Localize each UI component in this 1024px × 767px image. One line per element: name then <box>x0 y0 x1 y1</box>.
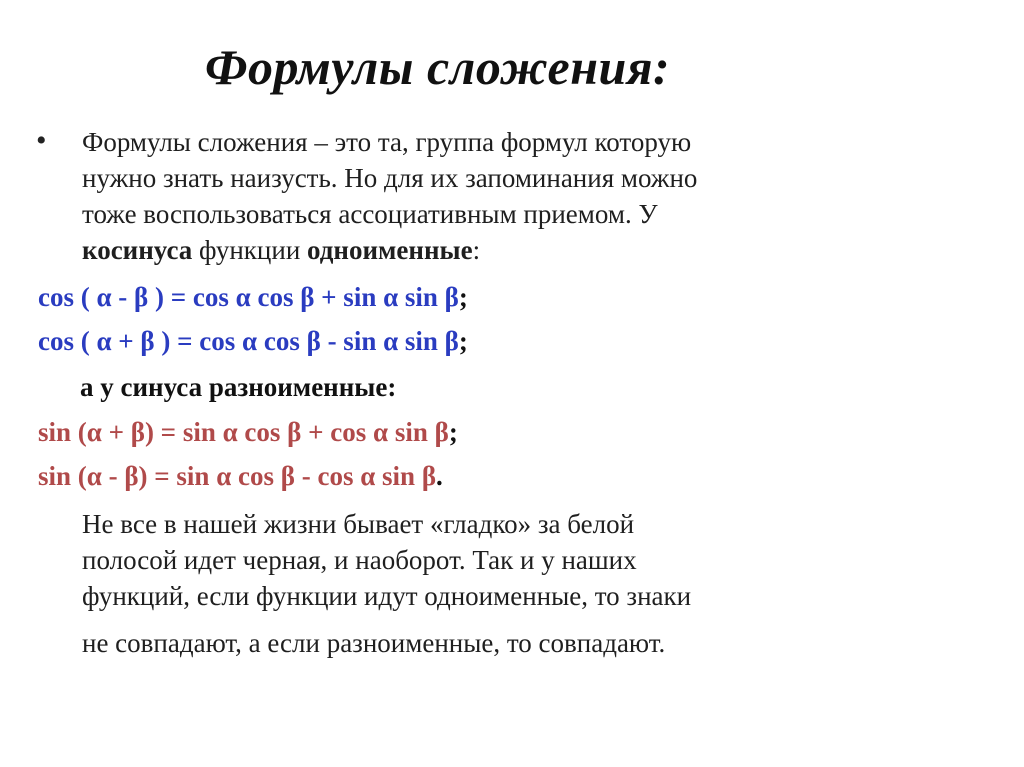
outro-paragraph <box>82 506 691 614</box>
formula-text: cos ( α + β ) = cos α cos β - sin α sin β <box>38 326 459 356</box>
intro-line-2: нужно знать наизусть. Но для их запоминания можно <box>82 163 698 193</box>
intro-paragraph <box>82 124 697 268</box>
colon: : <box>472 235 481 265</box>
bullet-icon: • <box>36 124 47 157</box>
sin-sum-formula <box>38 417 458 448</box>
formula-end: ; <box>448 417 458 447</box>
outro-last-line <box>82 625 665 661</box>
outro-line-3: функций, если функции идут одноименные, то знаки <box>82 581 692 611</box>
outro-line-4: не совпадают, а если разноименные, то совпадают. <box>82 628 666 658</box>
formula-text: cos ( α - β ) = cos α cos β + sin α sin β <box>38 282 459 312</box>
sine-heading: а у синуса разноименные: <box>80 372 397 402</box>
sin-difference-formula <box>38 461 443 492</box>
cos-sum-formula <box>38 326 468 357</box>
intro-line-1: Формулы сложения – это та, группа формул которую <box>82 127 692 157</box>
formula-text: sin (α + β) = sin α cos β + cos α sin β <box>38 417 449 447</box>
functions-word: функции <box>192 235 308 265</box>
formula-end: ; <box>458 326 468 356</box>
formula-text: sin (α - β) = sin α cos β - cos α sin β <box>38 461 437 491</box>
outro-line-1: Не все в нашей жизни бывает «гладко» за белой <box>82 509 635 539</box>
intro-line-3: тоже воспользоваться ассоциативным приемом. У <box>82 199 658 229</box>
formula-end: ; <box>458 282 468 312</box>
outro-line-2: полосой идет черная, и наоборот. Так и у наших <box>82 545 637 575</box>
intro-line-4 <box>82 232 697 268</box>
slide-title: Формулы сложения: <box>205 39 671 95</box>
formula-end: . <box>436 461 443 491</box>
cos-difference-formula <box>38 282 468 313</box>
same-name-word: одноименные <box>307 235 473 265</box>
cosine-word: косинуса <box>82 235 193 265</box>
